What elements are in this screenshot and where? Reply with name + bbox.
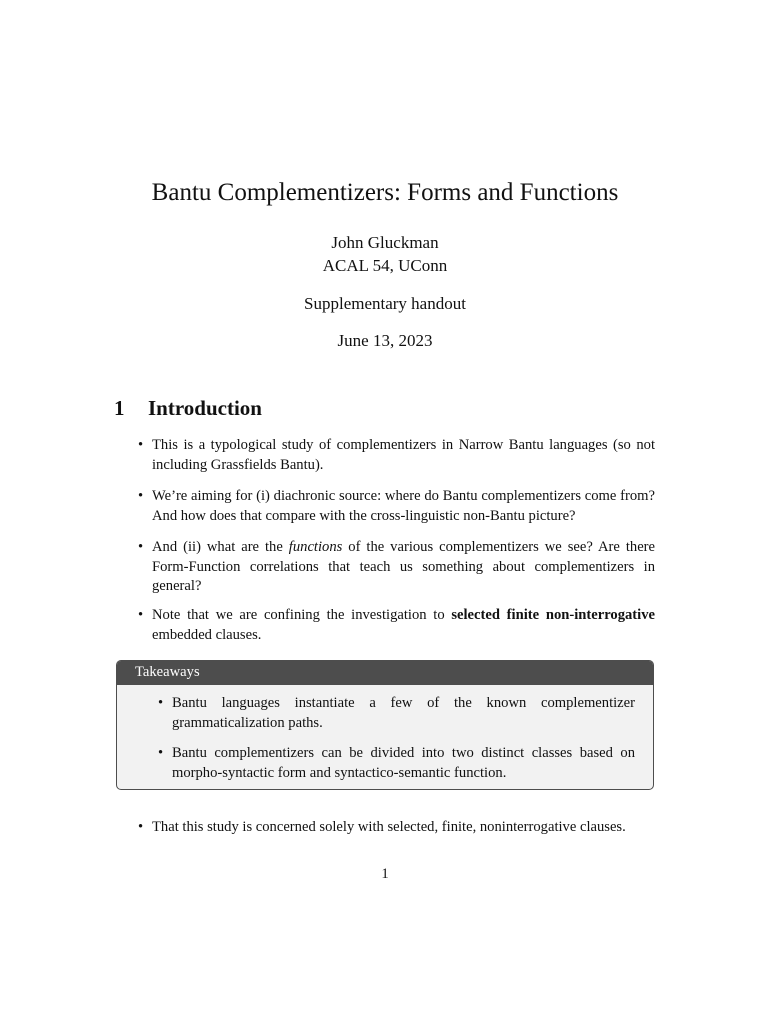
intro-bullet-list (137, 436, 655, 475)
section-title: Introduction (148, 396, 262, 420)
bullet-text: of the various complementizers we see? Are there Form-Function correlations that teach us something about complementizers in general? (152, 539, 656, 594)
intro-bullet-list (137, 487, 655, 526)
list-item (137, 606, 655, 645)
list-item (157, 744, 635, 783)
bullet-text: That this study is concerned solely with selected, finite, noninterrogative clauses. (152, 819, 626, 835)
section-number: 1 (114, 396, 125, 420)
takeaway-text: Bantu complementizers can be divided into two distinct classes based on morpho-syntactic form and syntactico-semantic function. (172, 745, 635, 781)
author-name: John Gluckman (331, 233, 439, 252)
bullet-text: And (ii) what are the (152, 539, 289, 555)
section-heading (114, 394, 262, 422)
list-item (137, 436, 655, 475)
intro-bullet-list (137, 538, 655, 597)
bullet-text: embedded clauses. (152, 626, 262, 643)
list-item (137, 818, 655, 838)
bullet-text: We’re aiming for (i) diachronic source: where do Bantu complementizers come from? And how does that compare with the cross-linguistic non-Bantu picture? (152, 488, 655, 524)
takeaways-list (157, 694, 635, 783)
bullet-text: This is a typological study of complementizers in Narrow Bantu languages (so not including Grassfields Bantu). (152, 437, 655, 473)
list-item (137, 487, 655, 526)
date: June 13, 2023 (337, 331, 433, 350)
subtitle: Supplementary handout (304, 294, 466, 313)
emphasis-text: functions (288, 539, 343, 555)
list-item (137, 538, 655, 597)
bullet-text: Note that we are confining the investigation to (152, 607, 452, 623)
list-item (157, 694, 635, 733)
paper-title: Bantu Complementizers: Forms and Functions (151, 179, 619, 206)
takeaways-heading: Takeaways (117, 661, 653, 685)
takeaway-text: Bantu languages instantiate a few of the known complementizer grammaticalization paths. (172, 695, 635, 731)
bold-text: selected finite non-interrogative (451, 607, 655, 623)
affiliation: ACAL 54, UConn (322, 256, 448, 275)
intro-bullet-list (137, 606, 655, 645)
closing-bullet-list (137, 818, 655, 838)
page-number: 1 (381, 866, 389, 882)
takeaways-box (116, 660, 654, 790)
